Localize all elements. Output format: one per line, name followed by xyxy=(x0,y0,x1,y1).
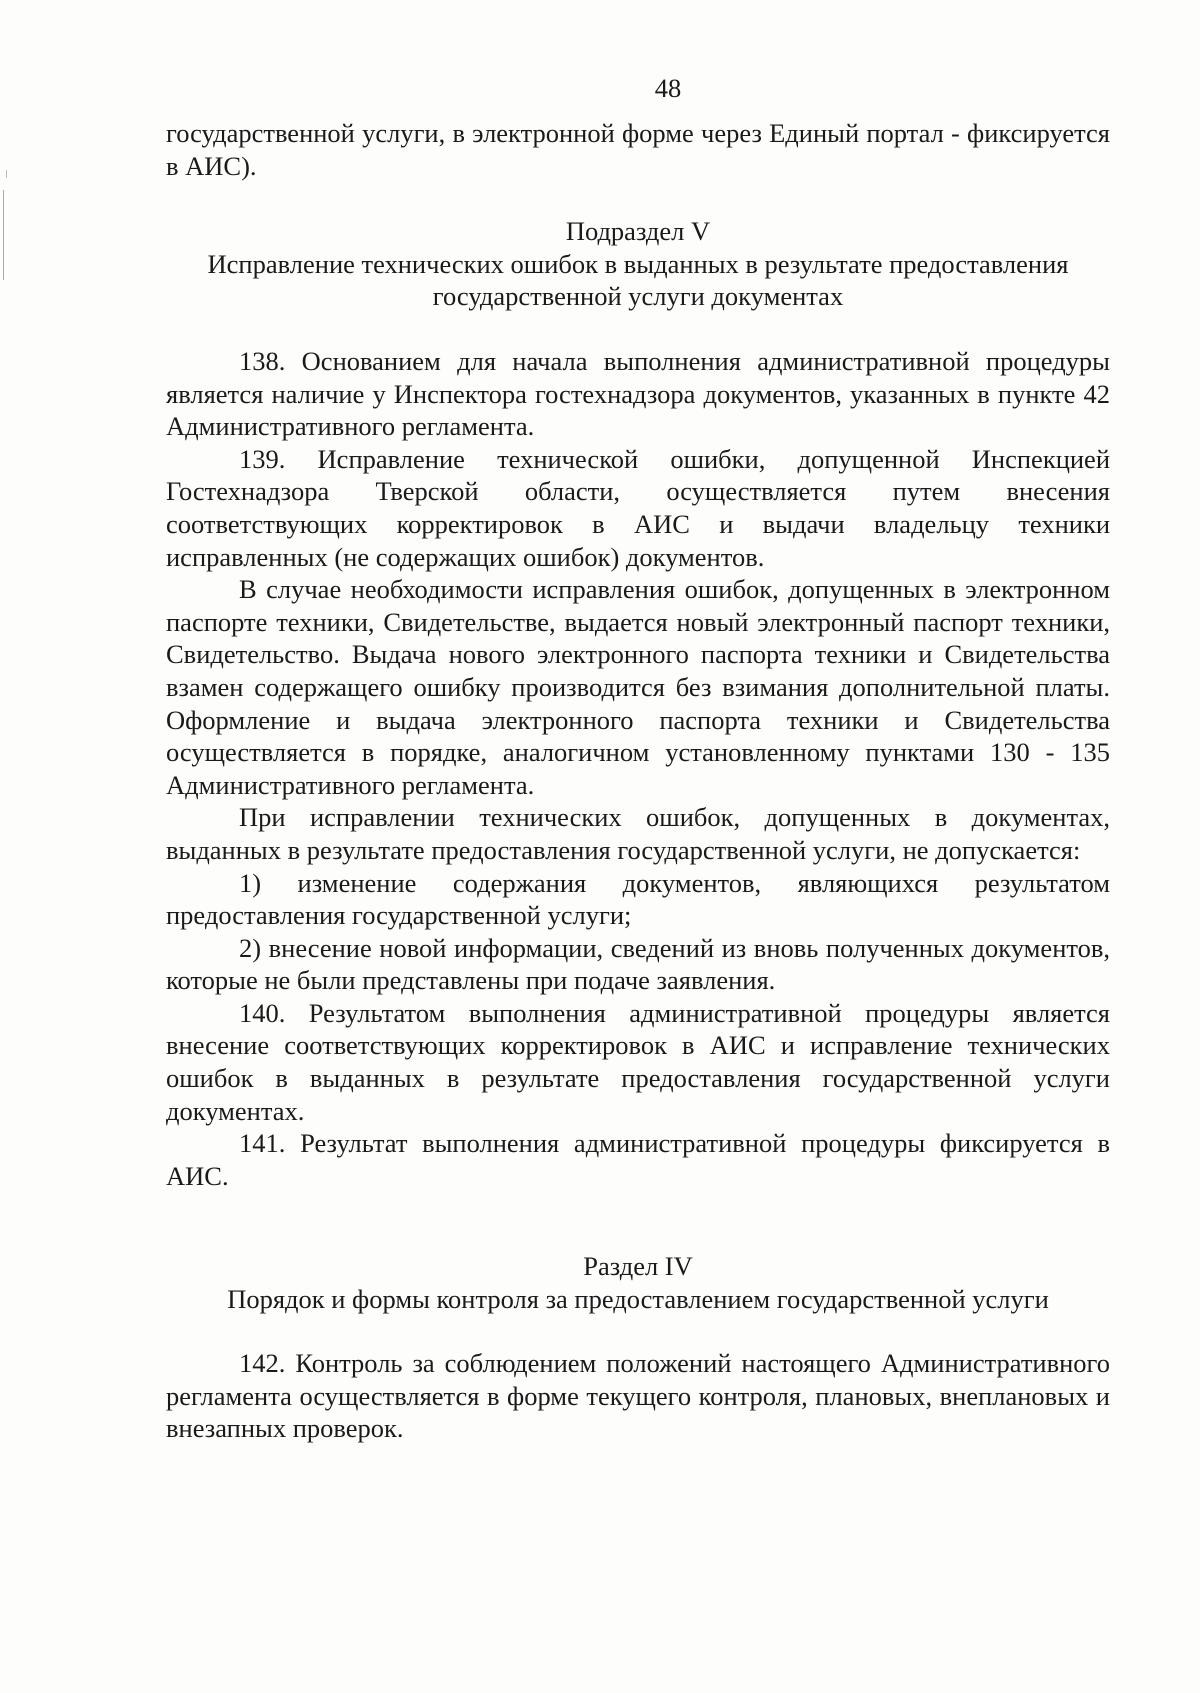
list-item-1: 1) изменение содержания документов, являющихся результатом предоставления государственной услуги; xyxy=(166,867,1110,931)
page-number: 48 xyxy=(654,73,682,103)
paragraph-140: 140. Результатом выполнения административной процедуры является внесение соответствующих корректировок в АИС и исправление технических ошибок в выданных в результате предоставления государственной услуги документах. xyxy=(166,997,1110,1126)
continuation-paragraph: государственной услуги, в электронной форме через Единый портал - фиксируется в АИС). xyxy=(166,118,1110,181)
section-label: Раздел IV xyxy=(583,1251,693,1281)
scan-edge-mark xyxy=(3,190,4,280)
subsection-v-body xyxy=(166,345,1110,1192)
list-item-2: 2) внесение новой информации, сведений из вновь полученных документов, которые не были представлены при подаче заявления. xyxy=(166,932,1110,996)
section-iv-body xyxy=(166,1347,1110,1445)
subsection-title-line-1: Исправление технических ошибок в выданных в результате предоставления xyxy=(207,248,1069,279)
section-heading xyxy=(166,1250,1110,1315)
paragraph-new-passport: В случае необходимости исправления ошибок, допущенных в электронном паспорте техники, Свидетельстве, выдается новый электронный паспорт техники, Свидетельство. Выдача нового электронного паспорта техники и Свидетельства взамен содержащего ошибку производится без взимания дополнительной платы. Оформление и выдача электронного паспорта техники и Свидетельства осуществляется в порядке, аналогичном установленному пунктами 130 - 135 Административного регламента. xyxy=(166,574,1110,800)
section-title: Порядок и формы контроля за предоставлением государственной услуги xyxy=(227,1283,1049,1314)
paragraph-139: 139. Исправление технической ошибки, допущенной Инспекцией Гостехнадзора Тверской области, осуществляется путем внесения соответствующих корректировок в АИС и выдачи владельцу техники исправленных (не содержащих ошибок) документов. xyxy=(166,443,1110,572)
scan-edge-mark xyxy=(6,170,7,178)
subsection-title-line-2: государственной услуги документах xyxy=(432,281,844,312)
subsection-label: Подраздел V xyxy=(565,216,711,246)
paragraph-141: 141. Результат выполнения административной процедуры фиксируется в АИС. xyxy=(166,1128,1110,1191)
paragraph-142: 142. Контроль за соблюдением положений настоящего Административного регламента осуществляется в форме текущего контроля, плановых, внеплановых и внезапных проверок. xyxy=(166,1348,1110,1444)
subsection-heading xyxy=(166,215,1110,313)
paragraph-not-allowed: При исправлении технических ошибок, допущенных в документах, выданных в результате предоставления государственной услуги, не допускается: xyxy=(166,802,1110,865)
paragraph-138: 138. Основанием для начала выполнения административной процедуры является наличие у Инспектора гостехнадзора документов, указанных в пункте 42 Административного регламента. xyxy=(166,346,1110,442)
